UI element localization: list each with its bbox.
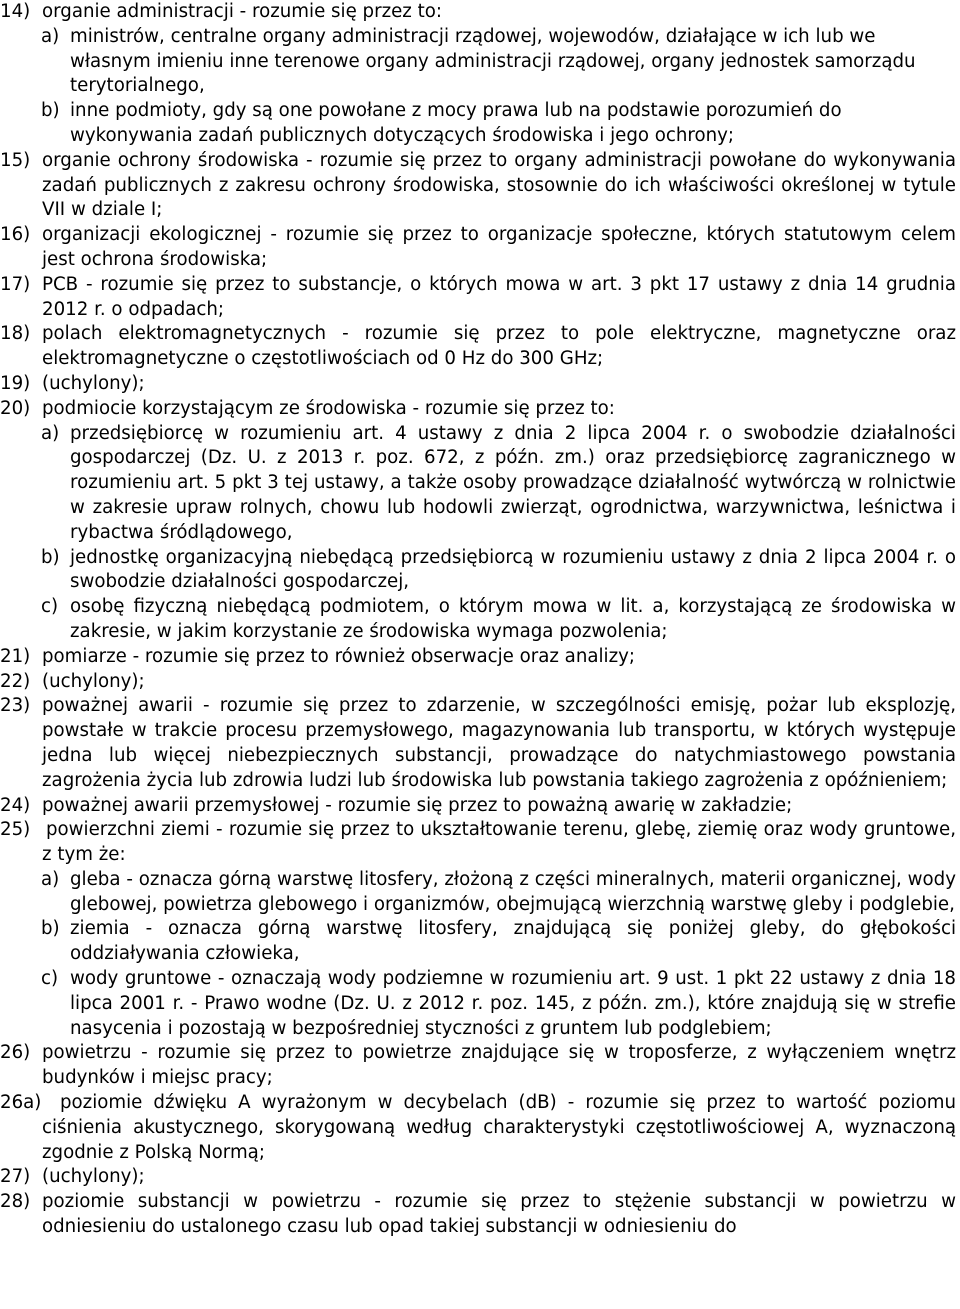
list-item-15 xyxy=(0,149,956,223)
sub-item-text: wody gruntowe - oznaczają wody podziemne w rozumieniu art. 9 ust. 1 pkt 22 ustawy z dnia 18 lipca 2001 r. - Prawo wodne (Dz. U. z 2012 r. poz. 145, z późn. zm.), które znajdują się w strefie nasycenia i pozostają w bezpośredniej styczności z gruntem lub podglebiem; xyxy=(70,968,956,1039)
sub-item-text: ziemia - oznacza górną warstwę litosfery, znajdującą się poniżej gleby, do głębokości oddziaływania człowieka, xyxy=(70,918,956,965)
sub-item-letter: c) xyxy=(41,968,59,990)
list-item-27 xyxy=(0,1165,956,1190)
item-text: poziomie dźwięku A wyrażonym w decybelach (dB) - rozumie się przez to wartość poziomu ciśnienia akustycznego, skorygowaną według charakterystyki częstotliwościowej A, wyznaczoną zgodnie z Polską Normą; xyxy=(42,1092,956,1163)
item-text: pomiarze - rozumie się przez to również obserwacje oraz analizy; xyxy=(42,645,636,667)
item-number: 23) xyxy=(0,695,31,717)
sub-item-letter: b) xyxy=(41,918,60,940)
sub-item-20-c xyxy=(0,595,956,645)
list-item-14 xyxy=(0,0,956,25)
item-number: 16) xyxy=(0,224,31,246)
sub-item-14-b xyxy=(0,99,956,149)
item-number: 26a) xyxy=(0,1092,42,1114)
item-text: organie ochrony środowiska - rozumie się przez to organy administracji powołane do wykonywania zadań publicznych z zakresu ochrony środowiska, stosownie do ich właściwości określonej w tytule VII w dziale I; xyxy=(42,149,956,221)
list-item-16 xyxy=(0,223,956,273)
item-text: powietrzu - rozumie się przez to powietrze znajdujące się w troposferze, z wyłączeniem wnętrz budynków i miejsc pracy; xyxy=(42,1042,956,1089)
item-number: 26) xyxy=(0,1042,31,1064)
list-item-17 xyxy=(0,273,956,323)
list-item-23 xyxy=(0,694,956,793)
sub-item-text: gleba - oznacza górną warstwę litosfery, złożoną z części mineralnych, materii organicznej, wody glebowej, powietrza glebowego i organizmów, obejmującą wierzchnią warstwę gleby i podglebie, xyxy=(70,868,956,915)
item-text: organizacji ekologicznej - rozumie się przez to organizacje społeczne, których statutowym celem jest ochrona środowiska; xyxy=(42,224,956,270)
item-number: 20) xyxy=(0,397,31,419)
item-number: 14) xyxy=(0,1,31,22)
sub-item-letter: b) xyxy=(41,100,60,122)
item-number: 18) xyxy=(0,323,31,345)
item-number: 28) xyxy=(0,1191,31,1213)
sub-item-25-a xyxy=(0,868,956,918)
item-number: 19) xyxy=(0,372,31,394)
item-number: 15) xyxy=(0,149,31,171)
list-item-18 xyxy=(0,322,956,372)
sub-item-25-b xyxy=(0,917,956,967)
item-text: (uchylony); xyxy=(42,670,145,692)
sub-item-14-a xyxy=(0,25,956,99)
item-number: 17) xyxy=(0,273,31,295)
item-text: polach elektromagnetycznych - rozumie się przez to pole elektryczne, magnetyczne oraz elektromagnetyczne o częstotliwościach od 0 Hz do 300 GHz; xyxy=(42,323,956,370)
sub-item-letter: a) xyxy=(41,868,60,890)
sub-item-letter: a) xyxy=(41,25,60,47)
sub-item-letter: b) xyxy=(41,546,60,568)
item-text: (uchylony); xyxy=(42,1166,145,1188)
sub-item-letter: c) xyxy=(41,596,59,618)
item-text: powierzchni ziemi - rozumie się przez to ukształtowanie terenu, glebę, ziemię oraz wody gruntowe, z tym że: xyxy=(42,819,956,866)
list-item-19 xyxy=(0,372,956,397)
list-item-28 xyxy=(0,1190,956,1240)
item-number: 27) xyxy=(0,1166,31,1188)
list-item-22 xyxy=(0,670,956,695)
item-number: 24) xyxy=(0,794,31,816)
list-item-20 xyxy=(0,397,956,422)
sub-item-20-b xyxy=(0,546,956,596)
sub-item-text: inne podmioty, gdy są one powołane z mocy prawa lub na podstawie porozumień do wykonywania zadań publicznych dotyczących środowiska i jego ochrony; xyxy=(70,100,842,146)
sub-item-25-c xyxy=(0,967,956,1041)
sub-item-text: jednostkę organizacyjną niebędącą przedsiębiorcą w rozumieniu ustawy z dnia 2 lipca 2004 r. o swobodzie działalności gospodarczej, xyxy=(70,546,956,593)
item-text: poziomie substancji w powietrzu - rozumie się przez to stężenie substancji w powietrzu w odniesieniu do ustalonego czasu lub opad takiej substancji w odniesieniu do xyxy=(42,1191,956,1238)
item-text: organie administracji - rozumie się przez to: xyxy=(42,1,443,22)
sub-item-text: przedsiębiorcę w rozumieniu art. 4 ustawy z dnia 2 lipca 2004 r. o swobodzie działalności gospodarczej (Dz. U. z 2013 r. poz. 672, z późn. zm.) oraz przedsiębiorcę zagranicznego w rozumieniu art. 5 pkt 3 tej ustawy, a także osoby prowadzące działalność wytwórczą w rolnictwie w zakresie upraw rolnych, chowu lub hodowli zwierząt, ogrodnictwa, warzywnictwa, leśnictwa i rybactwa śródlądowego, xyxy=(70,422,956,543)
sub-item-text: osobę fizyczną niebędącą podmiotem, o którym mowa w lit. a, korzystającą ze środowiska w zakresie, w jakim korzystanie ze środowiska wymaga pozwolenia; xyxy=(70,596,956,642)
sub-item-20-a xyxy=(0,422,956,546)
sub-item-text: ministrów, centralne organy administracji rządowej, wojewodów, działające w ich lub we własnym imieniu inne terenowe organy administracji rządowej, organy jednostek samorządu terytorialnego, xyxy=(70,25,916,97)
list-item-21 xyxy=(0,645,956,670)
item-number: 21) xyxy=(0,645,31,667)
item-text: poważnej awarii - rozumie się przez to zdarzenie, w szczególności emisję, pożar lub eksplozję, powstałe w trakcie procesu przemysłowego, magazynowania lub transportu, w których występuje jedna lub więcej niebezpiecznych substancji, prowadzące do natychmiastowego powstania zagrożenia życia lub zdrowia ludzi lub środowiska lub powstania takiego zagrożenia z opóźnieniem; xyxy=(42,695,956,791)
item-text: PCB - rozumie się przez to substancje, o których mowa w art. 3 pkt 17 ustawy z dnia 14 grudnia 2012 r. o odpadach; xyxy=(42,273,956,320)
item-text: poważnej awarii przemysłowej - rozumie się przez to poważną awarię w zakładzie; xyxy=(42,794,793,816)
item-text: (uchylony); xyxy=(42,372,145,394)
item-number: 22) xyxy=(0,670,31,692)
list-item-25 xyxy=(0,818,956,868)
item-number: 25) xyxy=(0,819,31,841)
list-item-24 xyxy=(0,794,956,819)
item-text: podmiocie korzystającym ze środowiska - rozumie się przez to: xyxy=(42,397,615,419)
list-item-26 xyxy=(0,1041,956,1091)
sub-item-letter: a) xyxy=(41,422,60,444)
list-item-26a xyxy=(0,1091,956,1165)
